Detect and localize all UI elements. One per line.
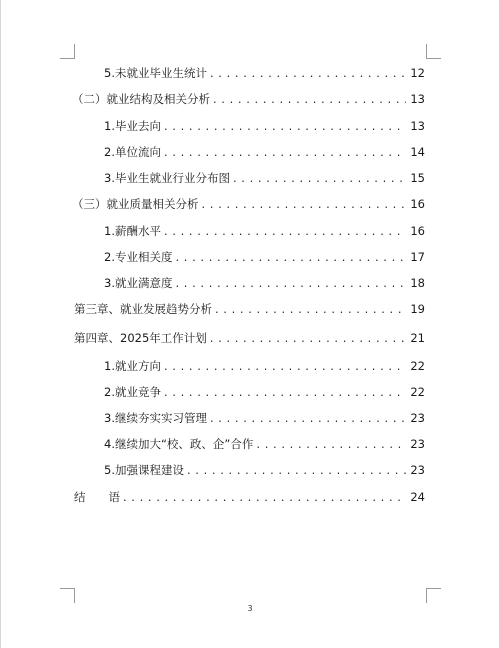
toc-entry-title: 3.就业满意度 bbox=[104, 276, 173, 290]
toc-entry[interactable] bbox=[104, 65, 425, 81]
toc-entry[interactable] bbox=[104, 462, 425, 478]
toc-entry[interactable] bbox=[74, 330, 425, 346]
toc-entry[interactable] bbox=[74, 489, 425, 505]
toc-entry[interactable] bbox=[104, 223, 425, 239]
toc-entry-title: 1.就业方向 bbox=[104, 359, 161, 373]
toc-entry-page: 14 bbox=[410, 145, 425, 159]
toc-entry-page: 15 bbox=[410, 171, 425, 185]
toc-entry-page: 21 bbox=[410, 331, 425, 345]
toc-dot-leader bbox=[187, 462, 406, 478]
toc-entry-page: 13 bbox=[410, 119, 425, 133]
toc-entry-title: 4.继续加大“校、政、企”合作 bbox=[104, 437, 254, 451]
toc-entry-title: （二）就业结构及相关分析 bbox=[72, 92, 210, 106]
toc-entry[interactable] bbox=[104, 118, 425, 134]
crop-mark-bottom-right bbox=[426, 588, 441, 603]
toc-dot-leader bbox=[164, 118, 406, 134]
toc-entry-page: 16 bbox=[410, 197, 425, 211]
crop-mark-bottom-left bbox=[60, 588, 75, 603]
toc-dot-leader bbox=[175, 275, 406, 291]
toc-entry-title: 3.毕业生就业行业分布图 bbox=[104, 171, 230, 185]
toc-entry-title: 3.继续夯实实习管理 bbox=[104, 411, 207, 425]
toc-entry-title: 2.就业竞争 bbox=[104, 385, 161, 399]
toc-entry-title: 1.薪酬水平 bbox=[104, 224, 161, 238]
toc-dot-leader bbox=[215, 301, 406, 317]
toc-entry[interactable] bbox=[104, 410, 425, 426]
toc-entry-title: 1.毕业去向 bbox=[104, 119, 161, 133]
toc-dot-leader bbox=[175, 249, 406, 265]
toc-entry-title: 2.单位流向 bbox=[104, 145, 161, 159]
toc-dot-leader bbox=[213, 91, 406, 107]
page-left-edge bbox=[0, 0, 1, 648]
toc-entry[interactable] bbox=[104, 144, 425, 160]
toc-dot-leader bbox=[202, 196, 407, 212]
toc-dot-leader bbox=[123, 489, 406, 505]
toc-entry-page: 24 bbox=[410, 490, 425, 504]
toc-dot-leader bbox=[164, 144, 406, 160]
toc-entry[interactable] bbox=[104, 436, 425, 452]
toc-entry[interactable] bbox=[104, 358, 425, 374]
toc-dot-leader bbox=[164, 223, 406, 239]
toc-dot-leader bbox=[210, 410, 406, 426]
toc-dot-leader bbox=[210, 330, 407, 346]
toc-entry-page: 18 bbox=[410, 276, 425, 290]
toc-entry[interactable] bbox=[104, 170, 425, 186]
toc-dot-leader bbox=[256, 436, 406, 452]
toc-entry-page: 19 bbox=[410, 302, 425, 316]
crop-mark-top-left bbox=[60, 44, 75, 59]
toc-entry-page: 23 bbox=[410, 411, 425, 425]
toc-entry-title: 第三章、就业发展趋势分析 bbox=[74, 302, 212, 316]
toc-entry-page: 13 bbox=[410, 92, 425, 106]
toc-entry-page: 12 bbox=[410, 66, 425, 80]
toc-entry[interactable] bbox=[72, 196, 425, 212]
toc-dot-leader bbox=[210, 65, 406, 81]
toc-dot-leader bbox=[164, 384, 406, 400]
toc-entry-page: 17 bbox=[410, 250, 425, 264]
toc-entry-page: 22 bbox=[410, 359, 425, 373]
toc-entry[interactable] bbox=[104, 384, 425, 400]
toc-entry[interactable] bbox=[72, 91, 425, 107]
page-number: 3 bbox=[247, 604, 253, 613]
toc-entry-title: 第四章、2025年工作计划 bbox=[74, 331, 207, 345]
toc-entry-title: 结 语 bbox=[74, 490, 120, 504]
toc-entry-title: 2.专业相关度 bbox=[104, 250, 173, 264]
toc-dot-leader bbox=[233, 170, 406, 186]
toc-entry-page: 16 bbox=[410, 224, 425, 238]
toc-entry-page: 22 bbox=[410, 385, 425, 399]
toc-entry-title: 5.未就业毕业生统计 bbox=[104, 66, 207, 80]
toc-entry-page: 23 bbox=[410, 437, 425, 451]
toc-entry[interactable] bbox=[104, 249, 425, 265]
crop-mark-top-right bbox=[426, 44, 441, 59]
toc-dot-leader bbox=[164, 358, 406, 374]
toc-entry[interactable] bbox=[74, 301, 425, 317]
toc-entry[interactable] bbox=[104, 275, 425, 291]
toc-entry-title: 5.加强课程建设 bbox=[104, 463, 184, 477]
toc-entry-page: 23 bbox=[410, 463, 425, 477]
toc-entry-title: （三）就业质量相关分析 bbox=[72, 197, 199, 211]
